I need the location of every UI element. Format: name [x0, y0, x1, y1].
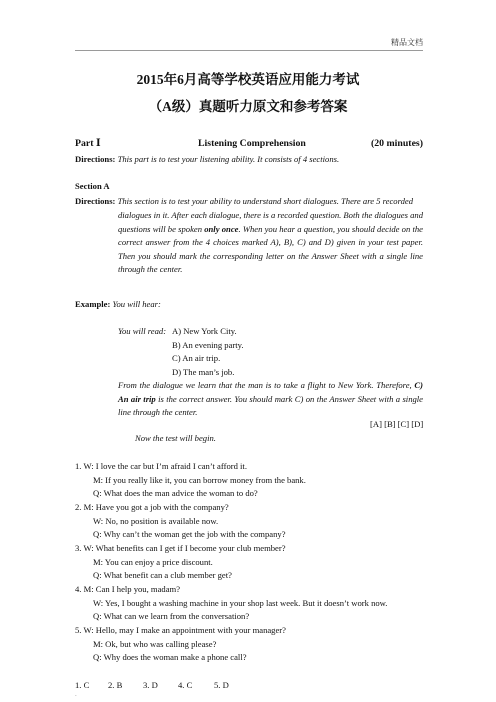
section-directions-continued [118, 209, 423, 277]
dialogue-2-line-2: W: No, no position is available now. [93, 516, 219, 526]
dialogue-4-question: Q: What can we learn from the conversation? [93, 611, 250, 621]
example-read: You will read: [118, 326, 167, 336]
document-title: 2015年6月高等学校英语应用能力考试 [136, 72, 360, 87]
section-directions-label: Directions: [75, 196, 116, 206]
dialogue-1-line-1: 1. W: I love the car but I’m afraid I can’t afford it. [75, 461, 247, 471]
part-heading-row [75, 138, 423, 152]
header-label: 精品文档 [391, 38, 423, 47]
part-name: Part Ⅰ [75, 138, 101, 149]
dialogue-3-question: Q: What benefit can a club member get? [93, 570, 232, 580]
dialogue-4-line-2: W: Yes, I bought a washing machine in your shop last week. But it doesn’t work now. [93, 598, 388, 608]
section-a-label: Section A [75, 181, 110, 191]
section-directions-emphasis: only once [204, 223, 239, 234]
part-directions-text: This part is to test your listening ability. It consists of 4 sections. [117, 154, 340, 164]
section-directions-text-2: . When you hear a question, you should decide on the correct answer from the 4 choices marked A), B), C) and D) given in your test paper. Then you should mark the corresponding letter on the Answer Sheet with a single line through the center. [118, 223, 423, 275]
answer-3: 3. D [143, 680, 158, 690]
dialogue-3-line-2: M: You can enjoy a price discount. [93, 557, 213, 567]
dialogue-2-line-1: 2. M: Have you got a job with the company? [75, 502, 229, 512]
document-subtitle: （A级）真题听力原文和参考答案 [148, 99, 348, 114]
dialogue-5-line-1: 5. W: Hello, may I make an appointment with your manager? [75, 625, 286, 635]
section-directions-text-1: dialogues in it. After each dialogue, there is a recorded question. Both the dialogues and questions will be spoken [118, 210, 423, 234]
answer-4: 4. C [178, 680, 193, 690]
answer-2: 2. B [108, 680, 123, 690]
example-option-c: C) An air trip. [172, 353, 221, 363]
part-heading: Listening Comprehension [198, 138, 306, 149]
example-explanation-2: is the correct answer. You should mark C) on the Answer Sheet with a single line through the center. [118, 393, 423, 418]
dialogue-1-line-2: M: If you really like it, you can borrow money from the bank. [93, 475, 306, 485]
dialogue-2-question: Q: Why can’t the woman get the job with the company? [93, 529, 286, 539]
section-directions-first [75, 195, 413, 209]
example-row [75, 298, 161, 312]
dialogue-5-line-2: M: Ok, but who was calling please? [93, 639, 217, 649]
dialogue-4-line-1: 4. M: Can I help you, madam? [75, 584, 181, 594]
answer-5: 5. D [214, 680, 229, 690]
part-directions-label: Directions: [75, 154, 116, 164]
part-time: (20 minutes) [371, 138, 423, 149]
answer-1: 1. C [75, 680, 90, 690]
example-option-d: D) The man’s job. [172, 367, 235, 377]
section-directions-text-first: This section is to test your ability to understand short dialogues. There are 5 recorded [117, 196, 414, 206]
example-option-a: A) New York City. [172, 326, 237, 336]
example-label: Example: [75, 299, 111, 309]
part-directions [75, 153, 339, 167]
dialogue-3-line-1: 3. W: What benefits can I get if I become your club member? [75, 543, 286, 553]
test-begin-note: Now the test will begin. [135, 433, 216, 443]
footer-mark: . [75, 690, 77, 698]
example-explanation [118, 379, 423, 420]
answer-marks: [A] [B] [C] [D] [370, 419, 424, 429]
example-explanation-answer: C) An air trip [118, 380, 423, 404]
dialogue-5-question: Q: Why does the woman make a phone call? [93, 652, 247, 662]
dialogue-1-question: Q: What does the man advice the woman to do? [93, 488, 258, 498]
example-hear: You will hear: [112, 299, 161, 309]
page-header [75, 30, 423, 51]
example-explanation-1: From the dialogue we learn that the man is to take a flight to New York. Therefore, [118, 380, 415, 390]
example-option-b: B) An evening party. [172, 340, 244, 350]
